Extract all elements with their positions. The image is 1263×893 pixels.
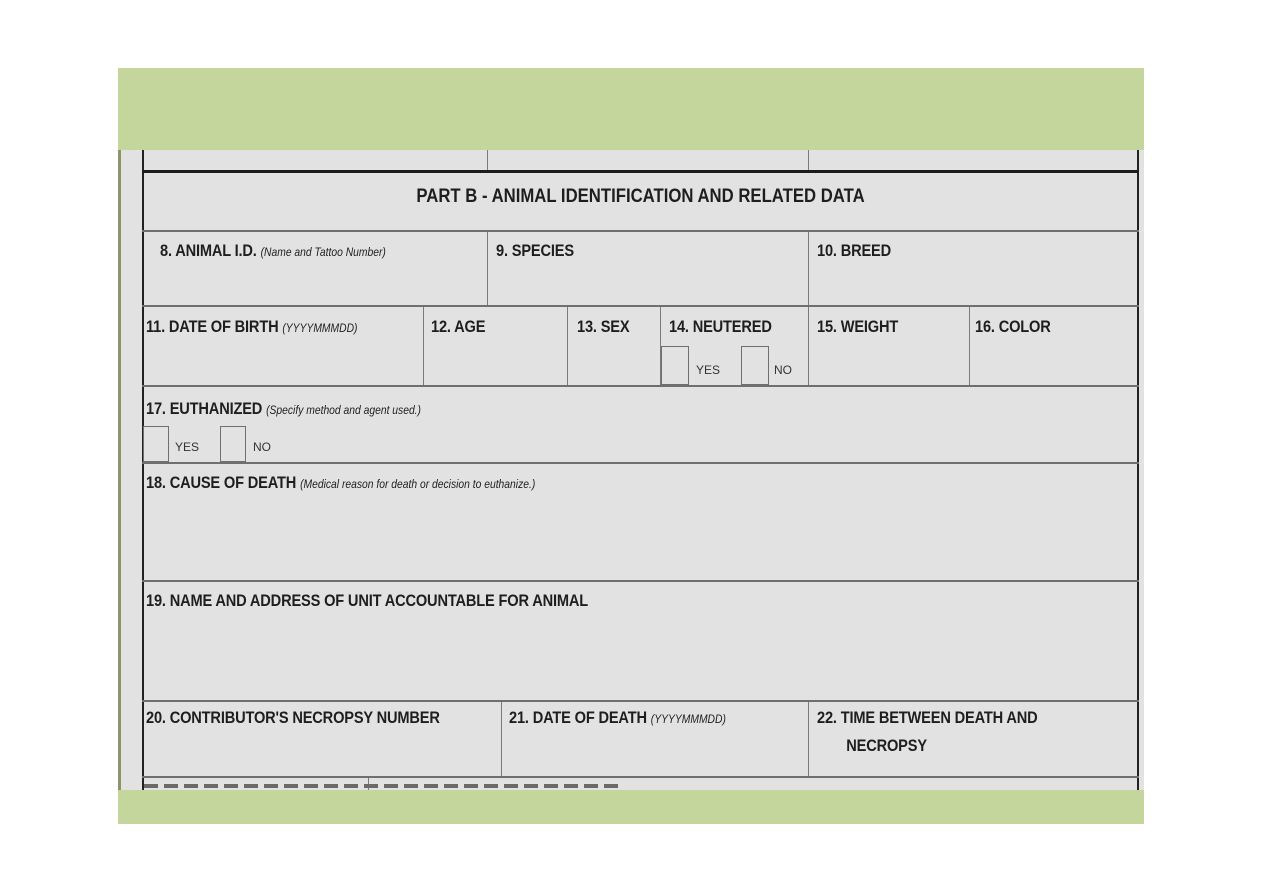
divider xyxy=(808,150,809,170)
neutered-no-checkbox[interactable] xyxy=(741,346,769,385)
bottom-green-band xyxy=(118,790,1144,824)
form-frame-left xyxy=(142,150,144,790)
divider xyxy=(808,702,809,777)
cut-off-text xyxy=(144,784,624,788)
cause-of-death-hint: (Medical reason for death or decision to euthanize.) xyxy=(300,477,536,491)
species-field[interactable] xyxy=(496,241,574,261)
age-field[interactable] xyxy=(431,317,485,337)
date-of-death-field[interactable] xyxy=(509,708,726,728)
top-green-band xyxy=(118,68,1144,150)
divider xyxy=(501,702,502,777)
color-label: 16. COLOR xyxy=(975,317,1051,336)
divider xyxy=(567,307,568,385)
time-death-necropsy-label-2: NECROPSY xyxy=(846,736,927,755)
left-gutter xyxy=(118,150,121,790)
animal-form xyxy=(118,150,1144,790)
species-label: 9. SPECIES xyxy=(496,241,574,260)
neutered-label: 14. NEUTERED xyxy=(669,317,772,336)
divider xyxy=(808,307,809,385)
part-b-top-rule xyxy=(142,170,1139,173)
neutered-yes-checkbox[interactable] xyxy=(661,346,689,385)
date-of-death-label: 21. DATE OF DEATH xyxy=(509,708,647,727)
divider xyxy=(487,150,488,170)
sex-field[interactable] xyxy=(577,317,629,337)
time-death-necropsy-label-1: 22. TIME BETWEEN DEATH AND xyxy=(817,708,1038,727)
weight-field[interactable] xyxy=(817,317,898,337)
euthanized-yes-label: YES xyxy=(175,440,200,454)
date-of-birth-label: 11. DATE OF BIRTH xyxy=(146,317,279,336)
age-label: 12. AGE xyxy=(431,317,486,336)
divider xyxy=(487,232,488,305)
breed-field[interactable] xyxy=(817,241,891,261)
euthanized-yes-checkbox[interactable] xyxy=(143,426,169,462)
date-of-birth-field[interactable] xyxy=(146,317,357,337)
euthanized-no-checkbox[interactable] xyxy=(220,426,246,462)
row-rule xyxy=(142,700,1139,702)
unit-accountable-label: 19. NAME AND ADDRESS OF UNIT ACCOUNTABLE FOR ANIMAL xyxy=(146,591,589,610)
row-rule xyxy=(142,580,1139,582)
row-rule xyxy=(142,385,1139,387)
cause-of-death-field[interactable] xyxy=(146,473,535,493)
animal-id-hint: (Name and Tattoo Number) xyxy=(260,245,386,259)
divider xyxy=(808,232,809,305)
euthanized-hint: (Specify method and agent used.) xyxy=(266,403,421,417)
sex-label: 13. SEX xyxy=(577,317,630,336)
necropsy-number-label: 20. CONTRIBUTOR'S NECROPSY NUMBER xyxy=(146,708,440,727)
row-rule xyxy=(142,776,1139,778)
row-rule xyxy=(142,230,1139,232)
divider xyxy=(423,307,424,385)
date-of-birth-hint: (YYYYMMMDD) xyxy=(282,321,358,335)
unit-accountable-field[interactable] xyxy=(146,591,588,611)
euthanized-field xyxy=(146,399,421,419)
neutered-no-label: NO xyxy=(774,363,792,377)
breed-label: 10. BREED xyxy=(817,241,892,260)
row-rule xyxy=(142,462,1139,464)
row-rule xyxy=(142,305,1139,307)
cause-of-death-label: 18. CAUSE OF DEATH xyxy=(146,473,297,492)
color-field[interactable] xyxy=(975,317,1051,337)
part-b-title: PART B - ANIMAL IDENTIFICATION AND RELATED DATA xyxy=(416,186,865,207)
weight-label: 15. WEIGHT xyxy=(817,317,899,336)
neutered-yes-label: YES xyxy=(696,363,721,377)
euthanized-label: 17. EUTHANIZED xyxy=(146,399,263,418)
necropsy-number-field[interactable] xyxy=(146,708,440,728)
animal-id-field[interactable] xyxy=(160,241,386,261)
euthanized-no-label: NO xyxy=(253,440,271,454)
time-death-necropsy-field[interactable] xyxy=(817,708,1038,756)
divider xyxy=(969,307,970,385)
date-of-death-hint: (YYYYMMMDD) xyxy=(650,712,726,726)
form-frame-right xyxy=(1137,150,1139,790)
animal-id-label: 8. ANIMAL I.D. xyxy=(160,241,257,260)
